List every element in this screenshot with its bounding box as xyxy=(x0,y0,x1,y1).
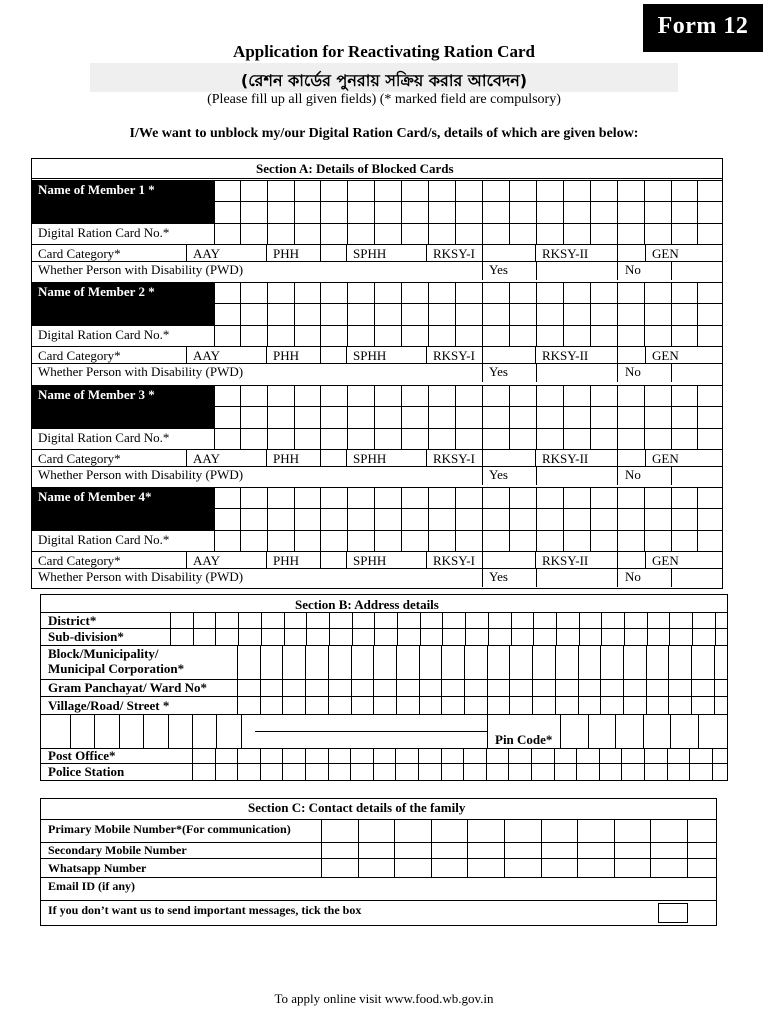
category-option-gen: GEN xyxy=(652,348,679,363)
pin-code-input[interactable] xyxy=(560,714,727,748)
district-label: District* xyxy=(48,613,97,628)
category-divider xyxy=(535,551,536,568)
category-divider xyxy=(535,449,536,466)
card-number-label: Digital Ration Card No.* xyxy=(38,327,170,342)
pwd-no-checkbox[interactable] xyxy=(671,363,722,382)
card-number-input[interactable] xyxy=(214,223,722,244)
post-office-input[interactable] xyxy=(192,748,727,763)
member-name-input[interactable] xyxy=(214,385,722,428)
category-divider xyxy=(320,551,321,568)
subdivision-label: Sub-division* xyxy=(48,629,124,644)
gram-panchayat-label: Gram Panchayat/ Ward No* xyxy=(48,680,208,695)
block-label-line2: Municipal Corporation* xyxy=(48,661,185,676)
category-option-gen: GEN xyxy=(652,451,679,466)
category-option-rksy-i: RKSY-I xyxy=(433,451,475,466)
category-divider xyxy=(186,449,187,466)
category-divider xyxy=(346,346,347,363)
category-option-aay: AAY xyxy=(193,451,220,466)
category-divider xyxy=(617,449,618,466)
category-divider xyxy=(266,346,267,363)
card-category-label: Card Category* xyxy=(38,553,121,568)
form-number-badge: Form 12 xyxy=(643,4,763,52)
category-option-rksy-ii: RKSY-II xyxy=(542,553,589,568)
category-option-sphh: SPHH xyxy=(353,451,387,466)
subdivision-input[interactable] xyxy=(170,628,727,645)
category-divider xyxy=(645,244,646,261)
card-number-label: Digital Ration Card No.* xyxy=(38,225,170,240)
section-b-title: Section B: Address details xyxy=(295,597,439,612)
pwd-yes-checkbox[interactable] xyxy=(536,466,617,485)
category-option-rksy-i: RKSY-I xyxy=(433,246,475,261)
whatsapp-input[interactable] xyxy=(321,858,716,877)
primary-mobile-label: Primary Mobile Number*(For communication) xyxy=(48,822,291,836)
category-option-gen: GEN xyxy=(652,246,679,261)
category-divider xyxy=(426,449,427,466)
village-continuation-input[interactable] xyxy=(40,714,255,748)
pwd-no-label: No xyxy=(625,467,641,482)
secondary-mobile-label: Secondary Mobile Number xyxy=(48,843,187,857)
category-divider xyxy=(426,346,427,363)
row-rule xyxy=(31,244,722,245)
category-divider xyxy=(482,551,483,568)
card-category-label: Card Category* xyxy=(38,246,121,261)
category-divider xyxy=(320,346,321,363)
category-divider xyxy=(346,449,347,466)
category-divider xyxy=(346,244,347,261)
section-a-title: Section A: Details of Blocked Cards xyxy=(256,161,454,176)
category-option-phh: PHH xyxy=(273,246,300,261)
category-option-rksy-i: RKSY-I xyxy=(433,348,475,363)
pwd-no-checkbox[interactable] xyxy=(671,466,722,485)
category-divider xyxy=(645,346,646,363)
category-divider xyxy=(535,244,536,261)
row-rule xyxy=(31,346,722,347)
email-label: Email ID (if any) xyxy=(48,879,135,893)
form-title-bengali: (রেশন কার্ডের পুনরায় সক্রিয় করার আবেদন) xyxy=(240,71,528,90)
category-divider xyxy=(617,551,618,568)
category-option-phh: PHH xyxy=(273,553,300,568)
category-divider xyxy=(266,244,267,261)
category-divider xyxy=(346,551,347,568)
category-divider xyxy=(320,244,321,261)
category-divider xyxy=(266,551,267,568)
card-number-input[interactable] xyxy=(214,325,722,346)
pwd-no-label: No xyxy=(625,262,641,277)
pwd-divider xyxy=(617,363,618,382)
pwd-label: Whether Person with Disability (PWD) xyxy=(38,364,244,379)
pwd-no-checkbox[interactable] xyxy=(671,261,722,280)
email-input[interactable] xyxy=(160,877,716,900)
pin-divider xyxy=(487,714,488,748)
category-option-gen: GEN xyxy=(652,553,679,568)
gram-panchayat-input[interactable] xyxy=(237,679,727,696)
category-divider xyxy=(186,551,187,568)
pwd-yes-checkbox[interactable] xyxy=(536,568,617,587)
police-station-label: Police Station xyxy=(48,764,125,779)
pwd-no-label: No xyxy=(625,569,641,584)
sms-optout-checkbox[interactable] xyxy=(658,903,688,923)
pwd-label: Whether Person with Disability (PWD) xyxy=(38,262,244,277)
pwd-yes-label: Yes xyxy=(489,569,508,584)
category-option-sphh: SPHH xyxy=(353,553,387,568)
fill-instructions: (Please fill up all given fields) (* marked field are compulsory) xyxy=(207,92,561,107)
category-option-phh: PHH xyxy=(273,348,300,363)
card-number-input[interactable] xyxy=(214,530,722,551)
category-divider xyxy=(645,551,646,568)
block-municipality-input[interactable] xyxy=(237,645,727,679)
member-name-label: Name of Member 1 * xyxy=(38,182,155,197)
secondary-mobile-input[interactable] xyxy=(321,842,716,858)
sms-optout-label: If you don’t want us to send important messages, tick the box xyxy=(48,903,362,917)
whatsapp-label: Whatsapp Number xyxy=(48,861,147,875)
card-number-label: Digital Ration Card No.* xyxy=(38,532,170,547)
category-option-rksy-i: RKSY-I xyxy=(433,553,475,568)
category-divider xyxy=(645,449,646,466)
pwd-label: Whether Person with Disability (PWD) xyxy=(38,569,244,584)
pwd-yes-label: Yes xyxy=(489,262,508,277)
pwd-label: Whether Person with Disability (PWD) xyxy=(38,467,244,482)
card-category-label: Card Category* xyxy=(38,348,121,363)
category-option-rksy-ii: RKSY-II xyxy=(542,246,589,261)
category-divider xyxy=(482,449,483,466)
category-divider xyxy=(426,244,427,261)
pwd-yes-checkbox[interactable] xyxy=(536,261,617,280)
declaration-text: I/We want to unblock my/our Digital Ration Card/s, details of which are given below: xyxy=(129,126,639,141)
category-divider xyxy=(617,346,618,363)
category-option-sphh: SPHH xyxy=(353,246,387,261)
contact-row-rule xyxy=(40,900,716,901)
pwd-yes-label: Yes xyxy=(489,364,508,379)
pin-code-label: Pin Code* xyxy=(495,732,553,747)
category-option-aay: AAY xyxy=(193,348,220,363)
member-name-input[interactable] xyxy=(214,487,722,530)
category-divider xyxy=(266,449,267,466)
district-input[interactable] xyxy=(170,612,727,628)
online-apply-footer: To apply online visit www.food.wb.gov.in xyxy=(274,991,494,1006)
category-option-sphh: SPHH xyxy=(353,348,387,363)
pwd-yes-label: Yes xyxy=(489,467,508,482)
pwd-divider xyxy=(482,261,483,280)
form-title: Application for Reactivating Ration Card xyxy=(233,42,535,61)
pwd-divider xyxy=(482,568,483,587)
block-label-line1: Block/Municipality/ xyxy=(48,646,159,661)
pwd-divider xyxy=(617,261,618,280)
category-divider xyxy=(320,449,321,466)
category-option-aay: AAY xyxy=(193,553,220,568)
member-name-label: Name of Member 3 * xyxy=(38,387,155,402)
member-name-input[interactable] xyxy=(214,180,722,223)
category-divider xyxy=(482,244,483,261)
row-rule xyxy=(31,449,722,450)
member-name-label: Name of Member 4* xyxy=(38,489,152,504)
section-c-title: Section C: Contact details of the family xyxy=(248,800,466,815)
section-a-title-rule xyxy=(31,178,722,179)
category-divider xyxy=(482,346,483,363)
row-rule xyxy=(31,551,722,552)
pwd-divider xyxy=(617,568,618,587)
pwd-divider xyxy=(482,466,483,485)
category-divider xyxy=(186,346,187,363)
pwd-divider xyxy=(617,466,618,485)
village-label: Village/Road/ Street * xyxy=(48,698,170,713)
category-divider xyxy=(535,346,536,363)
card-number-input[interactable] xyxy=(214,428,722,449)
category-divider xyxy=(186,244,187,261)
category-divider xyxy=(426,551,427,568)
pwd-no-checkbox[interactable] xyxy=(671,568,722,587)
village-road-input[interactable] xyxy=(237,696,727,714)
category-option-rksy-ii: RKSY-II xyxy=(542,451,589,466)
category-option-rksy-ii: RKSY-II xyxy=(542,348,589,363)
primary-mobile-input[interactable] xyxy=(321,819,716,842)
pin-row-rule xyxy=(255,731,487,732)
category-option-aay: AAY xyxy=(193,246,220,261)
pwd-yes-checkbox[interactable] xyxy=(536,363,617,382)
card-number-label: Digital Ration Card No.* xyxy=(38,430,170,445)
category-option-phh: PHH xyxy=(273,451,300,466)
pwd-divider xyxy=(482,363,483,382)
police-station-input[interactable] xyxy=(192,763,727,780)
post-office-label: Post Office* xyxy=(48,748,116,763)
member-name-label: Name of Member 2 * xyxy=(38,284,155,299)
member-name-input[interactable] xyxy=(214,282,722,325)
pwd-no-label: No xyxy=(625,364,641,379)
card-category-label: Card Category* xyxy=(38,451,121,466)
category-divider xyxy=(617,244,618,261)
